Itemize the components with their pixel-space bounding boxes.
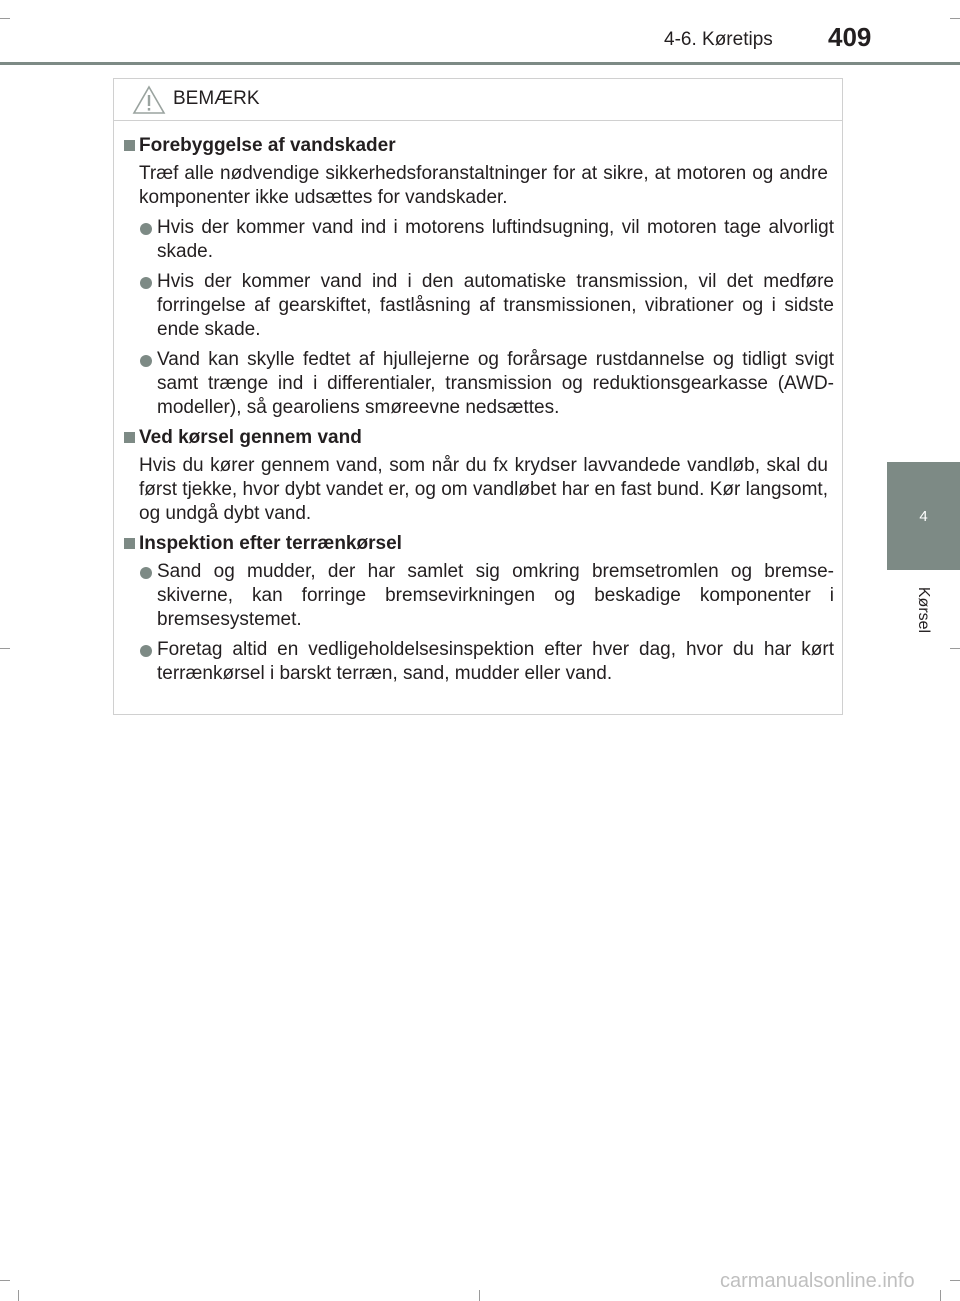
bullet-item: Foretag altid en vedligeholdelsesinspektion efter hver dag, hvor du har kørt terrænkørsel i barskt terræn, sand, mudder eller vand.	[114, 638, 842, 686]
crop-mark	[950, 648, 960, 649]
section-heading: Forebyggelse af vandskader	[114, 134, 842, 158]
round-bullet-icon	[140, 223, 152, 235]
crop-mark	[950, 18, 960, 19]
round-bullet-icon	[140, 355, 152, 367]
bullet-item: Sand og mudder, der har samlet sig omkring bremsetromlen og bremse-skiverne, kan forringe bremsevirkningen og beskadige komponenter i bremsesystemet.	[114, 560, 842, 632]
chapter-number: 4	[919, 507, 928, 525]
section-paragraph: Hvis du kører gennem vand, som når du fx krydser lavvandede vandløb, skal du først tjekke, hvor dybt vandet er, og om vandløbet har en fast bund. Kør langsomt, og undgå dybt vand.	[139, 455, 828, 524]
round-bullet-icon	[140, 645, 152, 657]
section-label: 4-6. Køretips	[664, 29, 773, 50]
warning-triangle-icon	[132, 85, 166, 120]
crop-mark	[0, 1280, 10, 1281]
bullet-item: Vand kan skylle fedtet af hjullejerne og forårsage rustdannelse og tidligt svigt samt trænge ind i differentialer, transmission og reduktionsgearkasse (AWD-modeller), så gearoliens smøreevne nedsættes.	[114, 348, 842, 420]
square-bullet-icon	[124, 432, 135, 443]
notice-box	[113, 78, 843, 715]
crop-mark	[18, 1290, 19, 1301]
watermark: carmanualsonline.info	[720, 1270, 915, 1292]
round-bullet-icon	[140, 567, 152, 579]
chapter-label: Kørsel	[915, 586, 932, 634]
section-heading: Inspektion efter terrænkørsel	[114, 532, 842, 556]
chapter-tab	[887, 462, 960, 570]
section-heading: Ved kørsel gennem vand	[114, 426, 842, 450]
crop-mark	[950, 1280, 960, 1281]
crop-mark	[940, 1290, 941, 1301]
crop-mark	[0, 648, 10, 649]
square-bullet-icon	[124, 140, 135, 151]
round-bullet-icon	[140, 277, 152, 289]
notice-title: BEMÆRK	[173, 88, 260, 109]
square-bullet-icon	[124, 538, 135, 549]
notice-header	[114, 79, 842, 121]
bullet-item: Hvis der kommer vand ind i den automatiske transmission, vil det medføre forringelse af gearskiftet, fastlåsning af transmissionen, vibrationer og i sidste ende skade.	[114, 270, 842, 342]
section-paragraph: Træf alle nødvendige sikkerhedsforanstaltninger for at sikre, at motoren og andre komponenter ikke udsættes for vandskader.	[139, 163, 828, 208]
notice-content	[114, 134, 842, 692]
crop-mark	[479, 1290, 480, 1301]
crop-mark	[0, 18, 10, 19]
header-rule	[0, 62, 960, 65]
page-number: 409	[828, 22, 872, 52]
bullet-item: Hvis der kommer vand ind i motorens luftindsugning, vil motoren tage alvorligt skade.	[114, 216, 842, 264]
